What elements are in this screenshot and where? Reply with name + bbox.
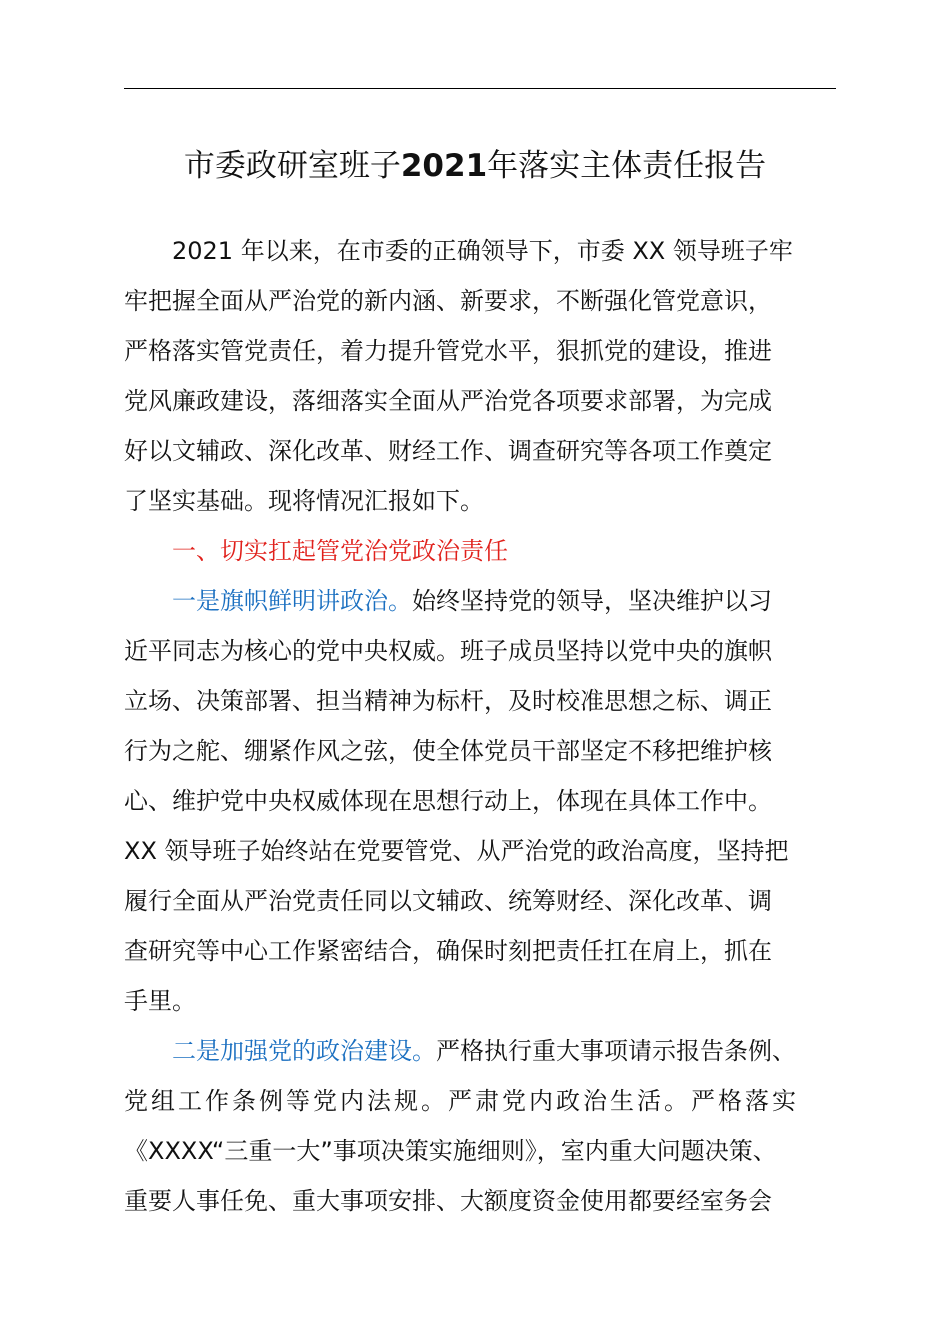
item1-line: XX 领导班子始终站在党要管党、从严治党的政治高度，坚持把 [124,837,789,865]
title-year: 2021 [400,148,488,184]
header-rule [124,88,836,89]
item1-first-line [124,576,838,626]
title-prefix: 市委政研室班子 [183,148,401,184]
intro-line: 好以文辅政、深化改革、财经工作、调查研究等各项工作奠定 [124,437,772,465]
item2-first-rest: 严格执行重大事项请示报告条例、 [436,1037,796,1065]
item1-line: 立场、决策部署、担当精神为标杆，及时校准思想之标、调正 [124,687,772,715]
item1-line: 履行全面从严治党责任同以文辅政、统筹财经、深化改革、调 [124,887,772,915]
intro-line: 党风廉政建设，落细落实全面从严治党各项要求部署，为完成 [124,387,772,415]
item2-line: 党组工作条例等党内法规。严肃党内政治生活。严格落实 [124,1087,799,1115]
item1-line: 行为之舵、绷紧作风之弦，使全体党员干部坚定不移把维护核 [124,737,772,765]
item1-lead: 一是旗帜鲜明讲政治。 [172,587,412,615]
item1-line: 近平同志为核心的党中央权威。班子成员坚持以党中央的旗帜 [124,637,772,665]
intro-line: 了坚实基础。现将情况汇报如下。 [124,487,484,515]
intro-line: 牢把握全面从严治党的新内涵、新要求，不断强化管党意识， [124,287,772,315]
intro-line: 严格落实管党责任，着力提升管党水平，狠抓党的建设，推进 [124,337,772,365]
item1-line: 心、维护党中央权威体现在思想行动上，体现在具体工作中。 [124,787,772,815]
item1-first-rest: 始终坚持党的领导，坚决维护以习 [412,587,772,615]
document-body [124,226,838,1226]
section-heading-1: 一、切实扛起管党治党政治责任 [172,537,508,565]
item1-line: 查研究等中心工作紧密结合，确保时刻把责任扛在肩上，抓在 [124,937,772,965]
document-title [0,146,950,186]
title-suffix: 年落实主体责任报告 [487,148,767,184]
item1-line: 手里。 [124,987,196,1015]
item2-lead: 二是加强党的政治建设。 [172,1037,436,1065]
item2-line: 《XXXX“三重一大”事项决策实施细则》，室内重大问题决策、 [124,1137,777,1165]
item2-first-line [124,1026,838,1076]
intro-line: 2021 年以来，在市委的正确领导下，市委 XX 领导班子牢 [172,237,793,265]
item2-line: 重要人事任免、重大事项安排、大额度资金使用都要经室务会 [124,1187,772,1215]
